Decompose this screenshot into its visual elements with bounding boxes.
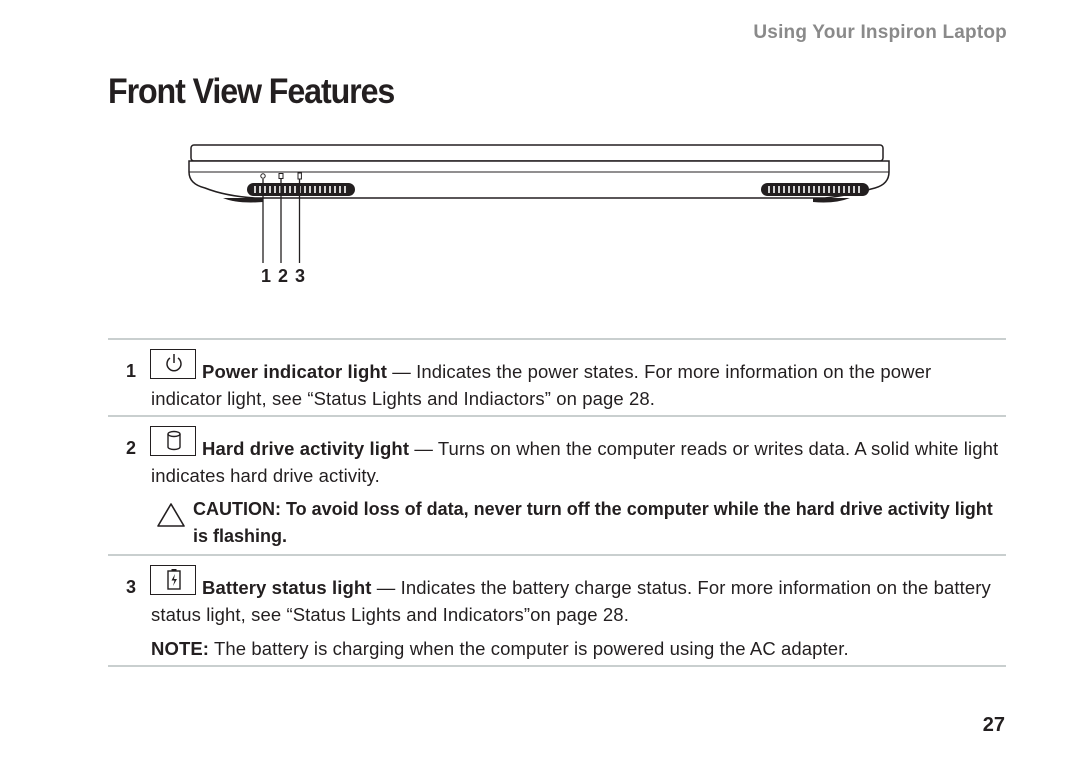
laptop-front-view-illustration xyxy=(185,138,895,268)
item-3-description xyxy=(151,574,1001,628)
caution-text: CAUTION: To avoid loss of data, never turn off the computer while the hard drive activity light is flashing. xyxy=(193,499,993,546)
page-title: Front View Features xyxy=(108,72,395,111)
note-text: The battery is charging when the computer is powered using the AC adapter. xyxy=(209,638,849,659)
figure-callouts xyxy=(261,266,305,287)
item-2-text: — Turns on when the computer reads or writes data. A solid white light indicates hard drive activity. xyxy=(151,438,999,486)
note xyxy=(151,635,1001,662)
page-number: 27 xyxy=(982,714,1005,736)
section-divider xyxy=(108,554,1006,556)
callout-2: 2 xyxy=(278,266,289,286)
section-divider xyxy=(108,665,1006,667)
item-number-2: 2 xyxy=(126,438,137,458)
item-number-1: 1 xyxy=(126,361,137,381)
item-1-text: — Indicates the power states. For more information on the power indicator light, see “Status Lights and Indiactors” on page 28. xyxy=(151,361,932,409)
item-3-text: — Indicates the battery charge status. For more information on the battery status light, see “Status Lights and Indicators”on page 28. xyxy=(151,577,991,625)
section-divider xyxy=(108,338,1006,340)
running-head: Using Your Inspiron Laptop xyxy=(753,22,1007,43)
item-number-3: 3 xyxy=(126,577,137,597)
item-1-term: Power indicator light xyxy=(202,361,388,382)
item-2-description xyxy=(151,435,1001,489)
item-2-term: Hard drive activity light xyxy=(202,438,410,459)
item-1-description xyxy=(151,358,1001,412)
callout-1: 1 xyxy=(261,266,272,286)
caution-icon xyxy=(156,502,186,528)
callout-3: 3 xyxy=(295,266,306,286)
note-label: NOTE: xyxy=(151,638,210,659)
section-divider xyxy=(108,415,1006,417)
item-3-term: Battery status light xyxy=(202,577,372,598)
